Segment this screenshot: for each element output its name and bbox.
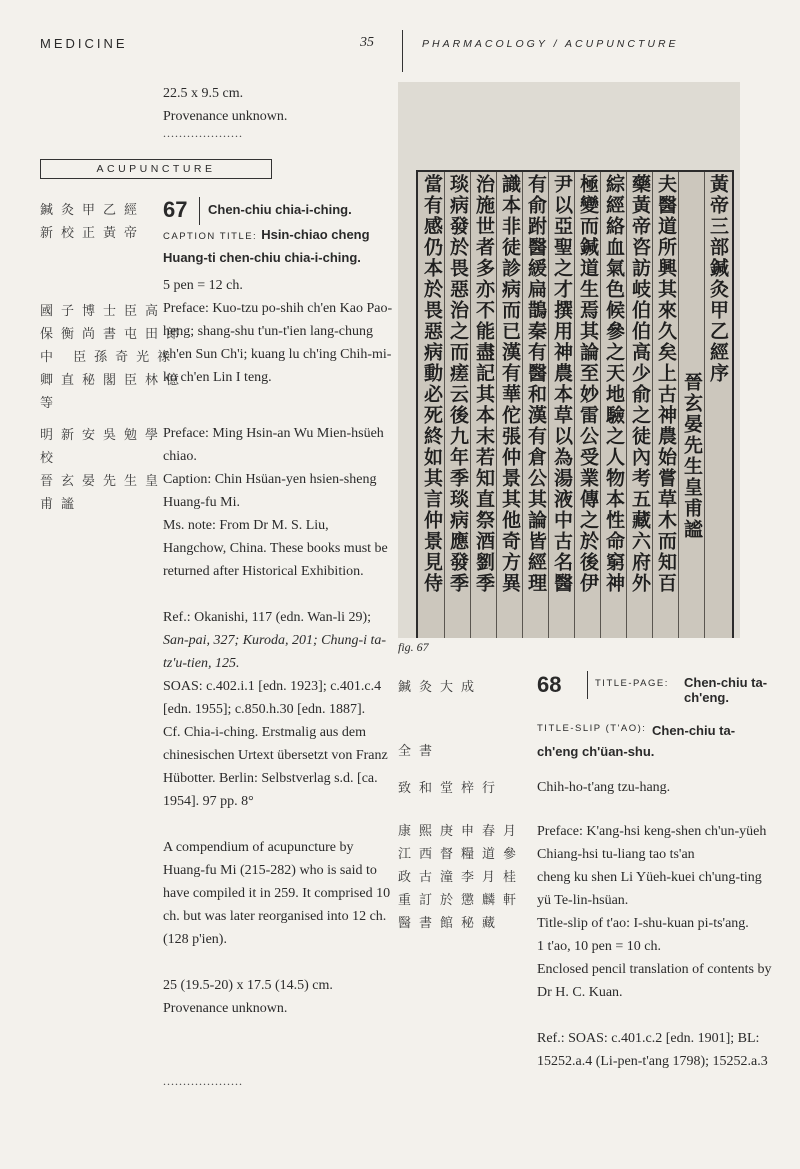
e67-desc-4: ch. but was later reorganised into 12 ch. [163, 909, 387, 924]
e67-caption-line1: Caption: Chin Hsüan-yen hsien-sheng [163, 472, 377, 487]
fig-col-6: 極變而鍼道生焉其論至妙雷公受業傳之於後伊 [577, 174, 599, 594]
e68-publisher: Chih-ho-t'ang tzu-hang. [537, 780, 671, 795]
fig-col-3: 夫醫道所興其來久矣上古神農始嘗草木而知百 [655, 174, 677, 594]
e67-preface1-line4: ko ch'en Lin I teng. [163, 370, 272, 385]
entry-number-bar [199, 197, 200, 225]
e67-size: 25 (19.5-20) x 17.5 (14.5) cm. [163, 978, 333, 993]
fig-col-2: 晉玄晏先生皇甫謐 [681, 372, 703, 540]
e67-desc-3: have compiled it in 259. It comprised 10 [163, 886, 391, 901]
e67-ref-4: SOAS: c.402.i.1 [edn. 1923]; c.401.c.4 [163, 679, 382, 694]
e67-cjk-preface1-4: 卿直秘閣臣林億 [40, 373, 188, 388]
e68-cjk-title: 鍼灸大成 [398, 680, 483, 695]
fig-col-9: 識本非徒診病而已漢有華佗張仲景其他奇方異 [499, 174, 521, 594]
e67-ms-note-3: returned after Historical Exhibition. [163, 564, 364, 579]
e67-cjk-preface1-2: 保衡尚書屯田郎 [40, 327, 188, 342]
e67-ref-1: Ref.: Okanishi, 117 (edn. Wan-li 29); [163, 610, 372, 625]
e68-ref-2: 15252.a.4 (Li-pen-t'ang 1798); 15252.a.3 [537, 1054, 768, 1069]
e67-ms-note-1: Ms. note: From Dr M. S. Liu, [163, 518, 329, 533]
page-end-separator: .................... [163, 1074, 243, 1088]
e67-ref-5: [edn. 1955]; c.850.h.30 [edn. 1887]. [163, 702, 366, 717]
e68-cjk-preface-3: 政古潼李月桂 [398, 870, 525, 885]
fragment-separator: .................... [163, 126, 243, 140]
e68-pencil-2: Dr H. C. Kuan. [537, 985, 623, 1000]
e68-title: Chen-chiu ta-ch'eng. [684, 675, 768, 705]
running-head-category: PHARMACOLOGY / ACUPUNCTURE [422, 38, 679, 50]
e67-cjk-preface1-1: 國子博士臣高 [40, 304, 167, 319]
header-divider [402, 30, 403, 72]
e67-preface2-line2: chiao. [163, 449, 197, 464]
e67-preface1-line2: heng; shang-shu t'un-t'ien lang-chung [163, 324, 373, 339]
figure-67-image [398, 82, 740, 638]
e67-ms-note-2: Hangchow, China. These books must be [163, 541, 388, 556]
page-number: 35 [360, 35, 374, 50]
e68-preface-2: Chiang-hsi tu-liang tao ts'an [537, 847, 695, 862]
e68-cjk-slip: 全書 [398, 744, 441, 759]
entry-number-68: 68 [537, 672, 562, 697]
e67-ref-7: chinesischen Urtext übersetzt von Franz [163, 748, 388, 763]
e68-cjk-preface-2: 江西督糧道參 [398, 847, 525, 862]
running-head-section: MEDICINE [40, 36, 128, 51]
e67-cjk-title-1: 鍼灸甲乙經 [40, 203, 146, 218]
e67-ref-3: tz'u-tien, 125. [163, 656, 240, 671]
e68-label-1: TITLE-PAGE: [595, 678, 669, 689]
fig-col-7: 尹以亞聖之才撰用神農本草以為湯液中古名醫 [551, 174, 573, 594]
e67-cjk-preface2-3: 晉玄晏先生皇 [40, 474, 167, 489]
e68-preface-4: yü Te-lin-hsüan. [537, 893, 629, 908]
fragment-provenance: Provenance unknown. [163, 109, 288, 124]
section-label-box [40, 159, 272, 179]
e67-cjk-preface2-1: 明新安吳勉學 [40, 428, 167, 443]
e67-cjk-preface2-4: 甫謐 [40, 497, 83, 512]
fig-col-1: 黃帝三部鍼灸甲乙經序 [707, 174, 729, 384]
e68-slip-title: Chen-chiu ta-ch'eng ch'üan-shu. [537, 723, 736, 759]
fig-col-11: 琰病發於畏惡治之而瘥云後九年季琰病應發季 [447, 174, 469, 594]
e67-ref-2: San-pai, 327; Kuroda, 201; Chung-i ta- [163, 633, 387, 648]
e67-cjk-preface1-3: 中 臣孫奇光祿 [40, 350, 179, 365]
e67-cjk-preface2-2: 校 [40, 451, 62, 466]
fig-col-4: 藥黃帝咨訪岐伯伯高少俞之徒內考五藏六府外 [629, 174, 651, 594]
e67-caption-label: CAPTION TITLE: [163, 231, 258, 242]
fig-col-8: 有俞跗醫緩扁鵲秦有醫和漢有倉公其論皆經理 [525, 174, 547, 594]
e67-caption-line2: Huang-fu Mi. [163, 495, 240, 510]
e67-ref-6: Cf. Chia-i-ching. Erstmalig aus dem [163, 725, 366, 740]
e68-label-2: TITLE-SLIP (T'AO): [537, 723, 647, 734]
figure-label: fig. 67 [398, 640, 429, 654]
fig-col-10: 治施世者多亦不能盡記其本末若知直祭酒劉季 [473, 174, 495, 594]
fig-col-12: 當有感仍本於畏惡病動必死終如其言仲景見侍 [421, 174, 443, 594]
e67-desc-2: Huang-fu Mi (215-282) who is said to [163, 863, 377, 878]
e67-cjk-preface1-5: 等 [40, 396, 62, 411]
e68-cjk-preface-1: 康熙庚申春月 [398, 824, 525, 839]
fig-col-5: 綜經絡血氣色候參之天地驗之人物本性命窮神 [603, 174, 625, 594]
e68-cjk-preface-4: 重訂於懲麟軒 [398, 893, 525, 908]
e67-desc-5: (128 p'ien). [163, 932, 227, 947]
e67-preface1-line3: ch'en Sun Ch'i; kuang lu ch'ing Chih-mi- [163, 347, 392, 362]
e67-cjk-title-2: 新校正黃帝 [40, 226, 146, 241]
e67-pen: 5 pen = 12 ch. [163, 278, 243, 293]
e67-ref-8: Hübotter. Berlin: Selbstverlag s.d. [ca. [163, 771, 378, 786]
entry-number-bar-68 [587, 671, 588, 699]
e67-ref-9: 1954]. 97 pp. 8° [163, 794, 254, 809]
e68-cjk-preface-5: 醫書館秘藏 [398, 916, 504, 931]
e67-preface2-line1: Preface: Ming Hsin-an Wu Mien-hsüeh [163, 426, 384, 441]
e68-tao: 1 t'ao, 10 pen = 10 ch. [537, 939, 661, 954]
fragment-size: 22.5 x 9.5 cm. [163, 86, 244, 101]
e68-preface-3: cheng ku shen Li Yüeh-kuei ch'ung-ting [537, 870, 762, 885]
e67-desc-1: A compendium of acupuncture by [163, 840, 354, 855]
e68-slip-of: Title-slip of t'ao: I-shu-kuan pi-ts'ang. [537, 916, 749, 931]
e67-provenance: Provenance unknown. [163, 1001, 288, 1016]
e68-pencil-1: Enclosed pencil translation of contents by [537, 962, 772, 977]
e67-caption [163, 224, 393, 268]
e68-ref-1: Ref.: SOAS: c.401.c.2 [edn. 1901]; BL: [537, 1031, 760, 1046]
e67-title: Chen-chiu chia-i-ching. [208, 202, 352, 217]
e67-caption-title: Hsin-chiao cheng Huang-ti chen-chiu chia-i-ching. [163, 227, 370, 265]
e67-preface1-line1: Preface: Kuo-tzu po-shih ch'en Kao Pao- [163, 301, 393, 316]
e68-cjk-publisher: 致和堂梓行 [398, 781, 504, 796]
e68-preface-1: Preface: K'ang-hsi keng-shen ch'un-yüeh [537, 824, 767, 839]
woodblock-page [416, 170, 734, 638]
entry-number-67: 67 [163, 197, 188, 222]
section-label: ACUPUNCTURE [96, 163, 216, 175]
